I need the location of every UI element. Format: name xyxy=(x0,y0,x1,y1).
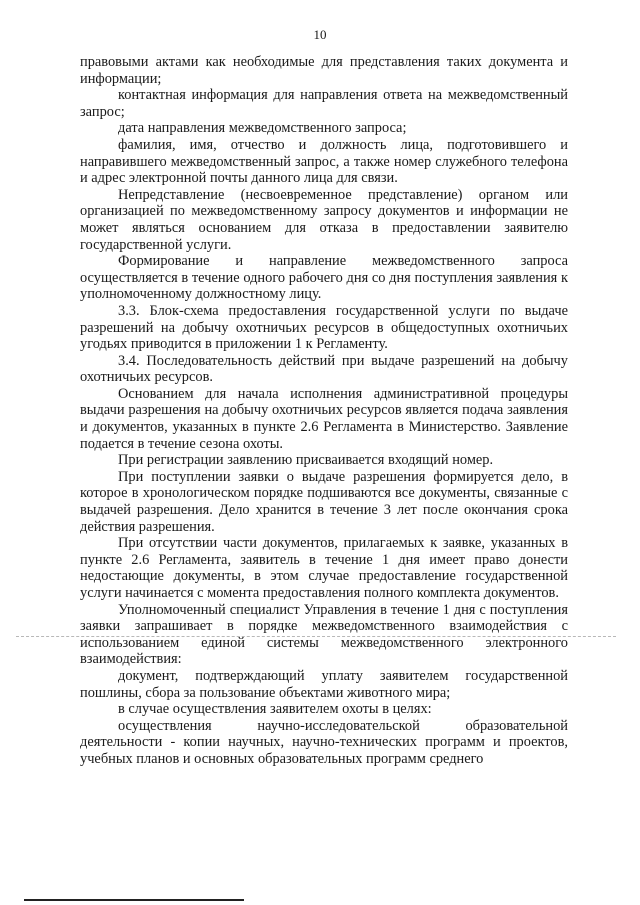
paragraph: Основанием для начала исполнения административной процедуры выдачи разрешения на добычу охотничьих ресурсов является подача заявления и документов, указанных в пункте 2.6 Регламента в Министерство. Заявление подается в течение сезона охоты. xyxy=(80,385,568,452)
footer-rule xyxy=(24,899,244,901)
scan-fold-line xyxy=(16,636,616,637)
section-3-3-paragraph: 3.3. Блок-схема предоставления государственной услуги по выдаче разрешений на добычу охотничьих ресурсов в общедоступных охотничьих угодьях приводится в приложении 1 к Регламенту. xyxy=(80,302,568,353)
paragraph: осуществления научно-исследовательской образовательной деятельности - копии научных, научно-технических программ и проектов, учебных планов и основных образовательных программ среднего xyxy=(80,717,568,767)
paragraph: в случае осуществления заявителем охоты в целях: xyxy=(118,701,432,718)
paragraph: При регистрации заявлению присваивается входящий номер. xyxy=(118,452,494,469)
paragraph: Формирование и направление межведомственного запроса осуществляется в течение одного рабочего дня со дня поступления заявления к уполномоченному должностному лицу. xyxy=(80,253,568,303)
document-body xyxy=(80,54,568,768)
paragraph: дата направления межведомственного запроса; xyxy=(118,120,407,137)
paragraph: При отсутствии части документов, прилагаемых к заявке, указанных в пункте 2.6 Регламента, заявитель в течение 1 дня имеет право донести недостающие документы, в этом случае предоставление государственной услуги начинается с момента предоставления полного комплекта документов. xyxy=(80,535,568,601)
paragraph: правовыми актами как необходимые для представления таких документа и информации; xyxy=(80,54,568,87)
paragraph: Уполномоченный специалист Управления в течение 1 дня с поступления заявки запрашивает в порядке межведомственного взаимодействия с использованием единой системы межведомственного электронного взаимодействия: xyxy=(80,601,568,668)
paragraph: При поступлении заявки о выдаче разрешения формируется дело, в которое в хронологическом порядке подшиваются все документы, связанные с выдачей разрешения. Дело хранится в течение 3 лет после окончания срока действия разрешения. xyxy=(80,468,568,535)
section-3-4-paragraph: 3.4. Последовательность действий при выдаче разрешений на добычу охотничьих ресурсов. xyxy=(80,352,568,386)
paragraph: Непредставление (несвоевременное представление) органом или организацией по межведомственному запросу документов и информации не может являться основанием для отказа в предоставлении заявителю государственной услуги. xyxy=(80,186,568,253)
paragraph: контактная информация для направления ответа на межведомственный запрос; xyxy=(80,87,568,120)
paragraph: документ, подтверждающий уплату заявителем государственной пошлины, сбора за пользование объектами животного мира; xyxy=(80,667,568,701)
paragraph: фамилия, имя, отчество и должность лица, подготовившего и направившего межведомственный запрос, а также номер служебного телефона и адрес электронной почты данного лица для связи. xyxy=(80,136,568,187)
page-number: 10 xyxy=(313,27,327,42)
